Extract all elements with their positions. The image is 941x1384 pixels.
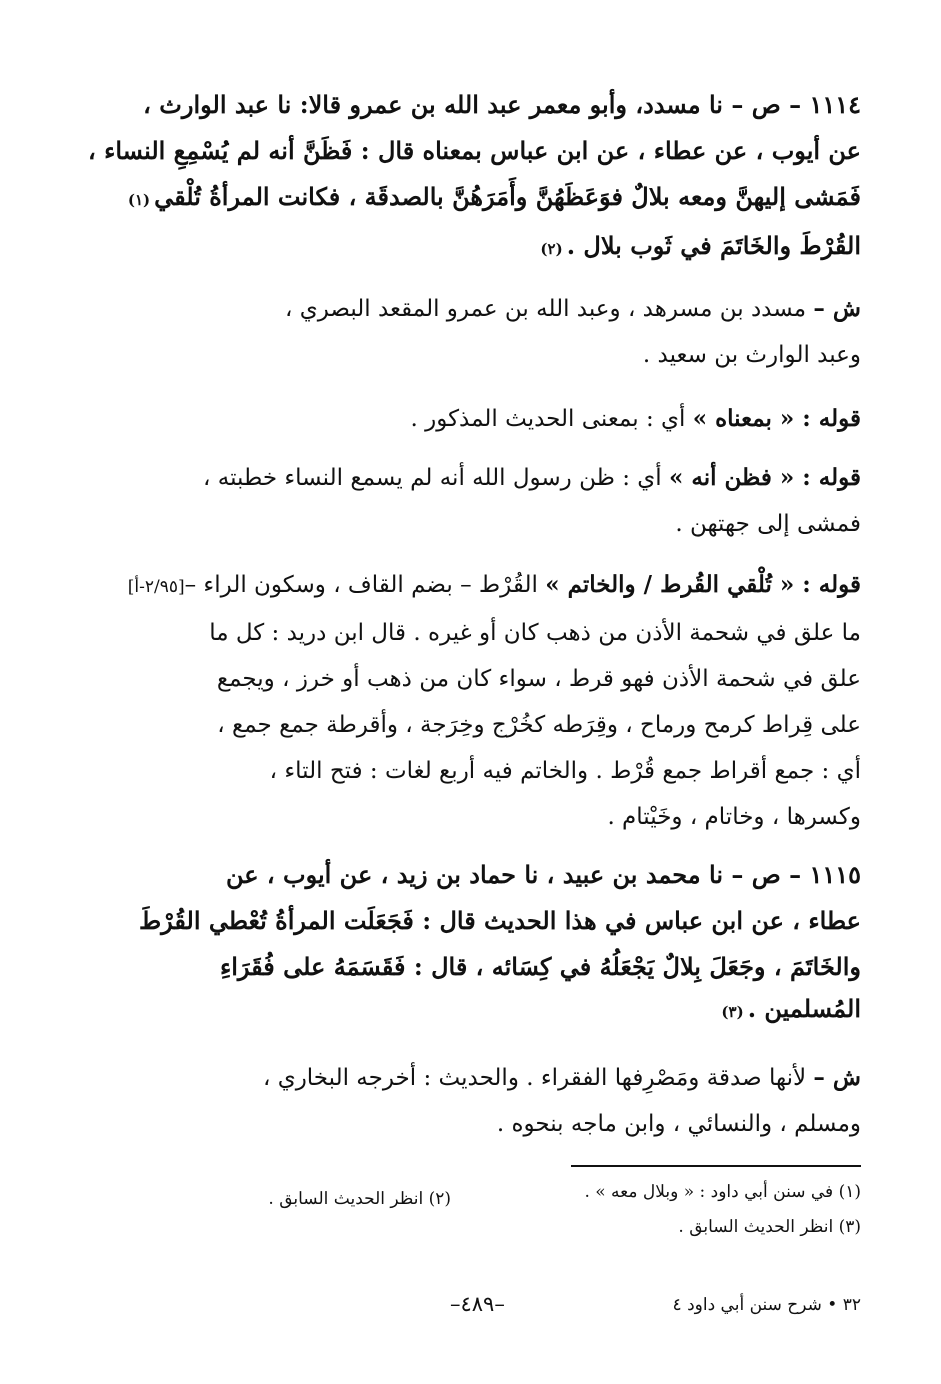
- footnote-3: (٣) انظر الحديث السابق .: [678, 1217, 861, 1237]
- qawl-3-lead: قوله : « تُلْقي القُرط / والخاتم »: [545, 571, 861, 598]
- sharh-2: [81, 1055, 861, 1147]
- hadith-1114-line-3-text: فَمَشى إليهنَّ ومعه بلالٌ فوَعَظَهُنَّ وأَمَرَهُنَّ بالصدقَة ، فكانت المرأةُ تُلْقي: [154, 182, 861, 211]
- qawl-3-line-6: وكسرها ، وخاتام ، وخَيْتام .: [607, 804, 861, 830]
- hadith-1114-line-4: [81, 223, 861, 272]
- qawl-3-line-3: علق في شحمة الأذن فهو قرط ، سواء كان من ذهب أو خرز ، ويجمع: [216, 666, 861, 692]
- footnote-separator: [571, 1165, 861, 1167]
- hadith-1115-line-3: والخَاتَمَ ، وجَعَلَ بِلالٌ يَجْعَلُهُ في كِسَائه ، قال : فَقَسَمَهُ على فُقَرَاءِ: [219, 952, 861, 981]
- qawl-3-line-2: ما علق في شحمة الأذن من ذهب كان أو غيره . قال ابن دريد : كل ما: [209, 620, 861, 646]
- page-number: –٤٨٩–: [450, 1292, 505, 1316]
- footnote-marker-1: (١): [127, 191, 151, 209]
- footnote-2: (٢) انظر الحديث السابق .: [268, 1189, 451, 1209]
- hadith-1115-line-1: ١١١٥ – ص – نا محمد بن عبيد ، نا حماد بن زيد ، عن أيوب ، عن: [225, 860, 861, 889]
- qawl-3-line-4: على قِراط كرمح ورماح ، وقِرَطه كخُرْج وخِرَجة ، وأقرطة جمع جمع ،: [217, 712, 861, 738]
- qawl-2-line-1-text: أي : ظن رسول الله أنه لم يسمع النساء خطبته ،: [203, 465, 662, 491]
- hadith-1115-line-2: عطاء ، عن ابن عباس في هذا الحديث قال : فَجَعَلَت المرأةُ تُعْطي القُرْطَ: [138, 906, 861, 935]
- hadith-1115: [81, 852, 861, 1031]
- qawl-2-line-2: فمشى إلى جهتهن .: [675, 511, 861, 537]
- qawl-1: [81, 396, 861, 442]
- qawl-2-line-1: [81, 455, 861, 501]
- sharh-2-line-1-text: لأنها صدقة ومَصْرِفها الفقراء . والحديث : أخرجه البخاري ،: [262, 1065, 807, 1091]
- qawl-3-line-1-text: القُرْط – بضم القاف ، وسكون الراء –: [184, 572, 538, 598]
- footnote-marker-3: (٣): [721, 1003, 744, 1021]
- qawl-1-lead: قوله : « بمعناه »: [692, 405, 861, 432]
- sharh-2-line-1: [81, 1055, 861, 1101]
- qawl-1-line: [81, 396, 861, 442]
- hadith-1114: [81, 82, 861, 272]
- footnote-1: (١) في سنن أبي داود : « وبلال معه » .: [584, 1182, 861, 1202]
- qawl-3: [61, 562, 861, 840]
- sharh-1: [81, 286, 861, 378]
- qawl-3-edge-ref: [٢/٩٥-أ]: [127, 577, 185, 597]
- sharh-1-lead: ش –: [813, 295, 861, 322]
- qawl-3-line-5: أي : جمع أقراط جمع قُرْط . والخاتم فيه أربع لغات : فتح التاء ،: [269, 758, 861, 784]
- qawl-3-line-1: [61, 562, 861, 610]
- sharh-2-line-2: ومسلم ، والنسائي ، وابن ماجه بنحوه .: [496, 1111, 861, 1137]
- hadith-1115-line-4: [81, 990, 861, 1031]
- sharh-1-line-1: [81, 286, 861, 332]
- hadith-1114-line-4-text: القُرْطَ والخَاتَمَ في ثَوب بلال .: [566, 231, 861, 260]
- footnote-marker-2: (٢): [540, 240, 563, 258]
- sharh-1-line-2: وعبد الوارث بن سعيد .: [642, 342, 861, 368]
- sharh-1-line-1-text: مسدد بن مسرهد ، وعبد الله بن عمرو المقعد البصري ،: [284, 296, 807, 322]
- hadith-1114-line-2: عن أيوب ، عن عطاء ، عن ابن عباس بمعناه قال : فَظَنَّ أنه لم يُسْمِعِ النساء ،: [87, 136, 861, 165]
- qawl-2: [81, 455, 861, 547]
- hadith-1114-line-1: ١١١٤ – ص – نا مسدد، وأبو معمر عبد الله بن عمرو قالا: نا عبد الوارث ،: [143, 90, 861, 119]
- footer-book-title: ٣٢ • شرح سنن أبي داود ٤: [672, 1295, 861, 1315]
- hadith-1115-line-4-text: المُسلمين .: [747, 994, 861, 1023]
- hadith-1114-line-3: [81, 174, 861, 223]
- qawl-1-text: أي : بمعنى الحديث المذكور .: [410, 406, 686, 432]
- qawl-2-lead: قوله : « فظن أنه »: [669, 464, 861, 491]
- sharh-2-lead: ش –: [813, 1064, 861, 1091]
